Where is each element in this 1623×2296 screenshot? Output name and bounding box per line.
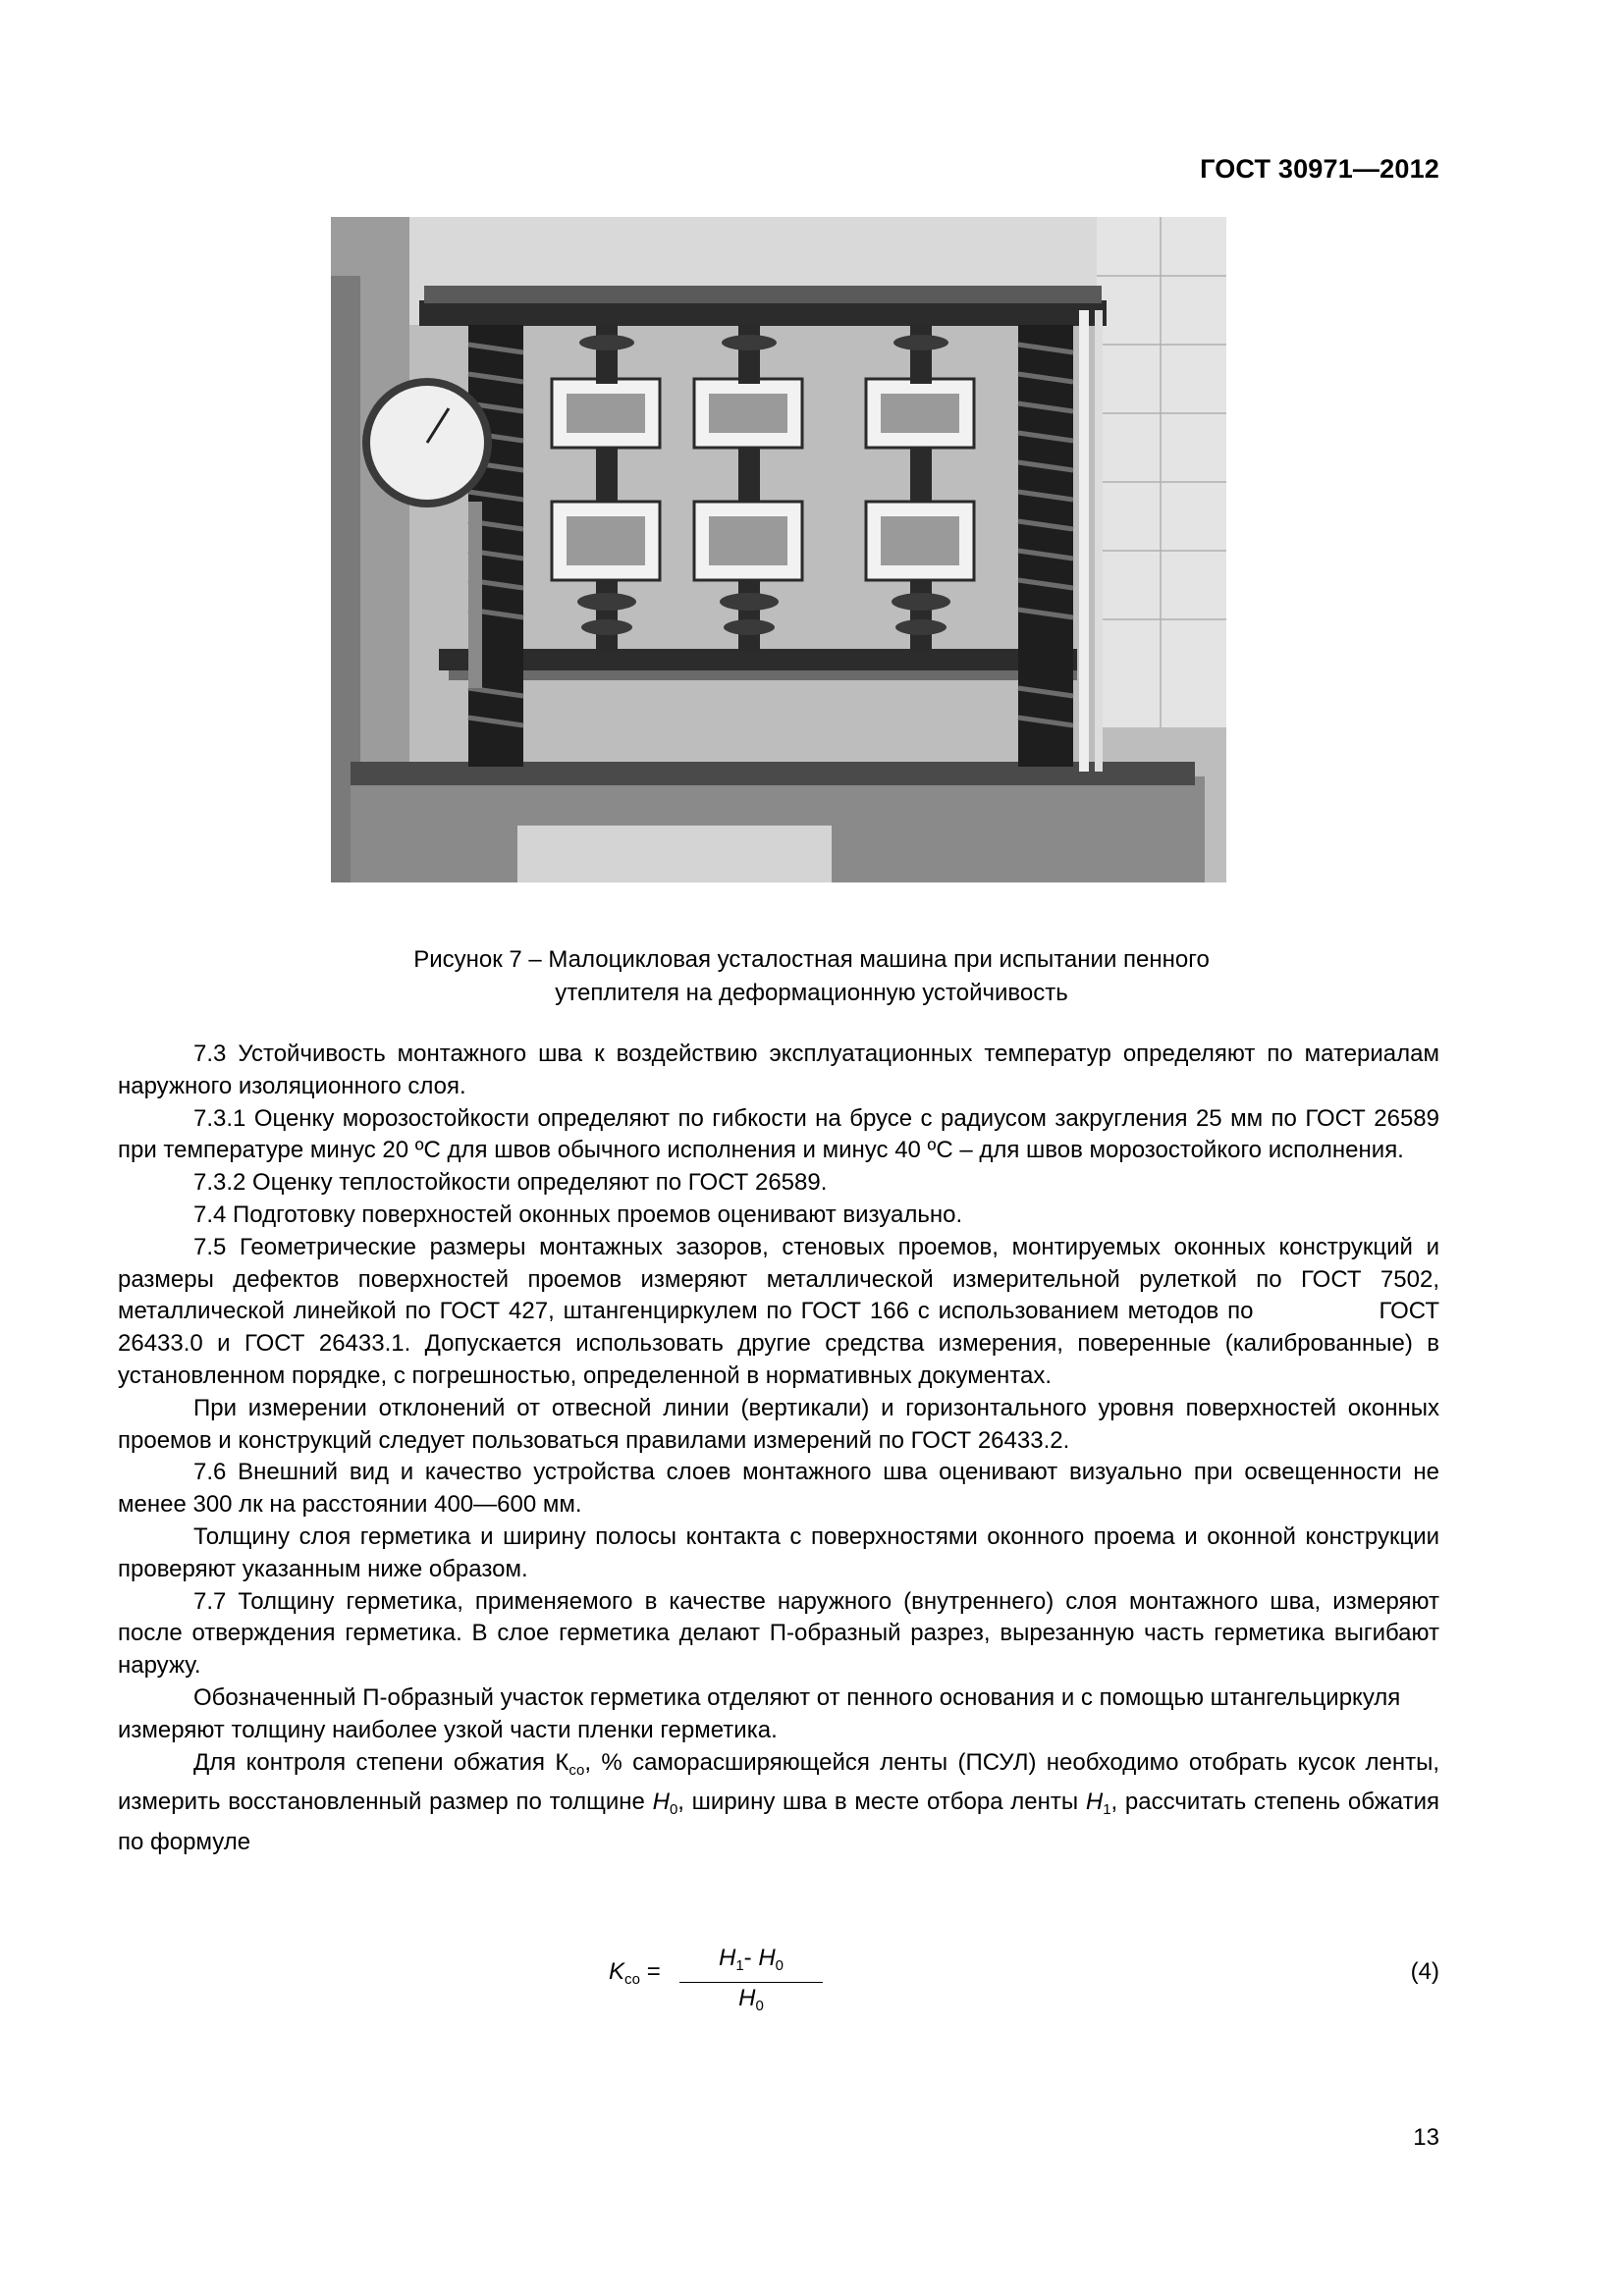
paragraph-compression [118,1747,1439,1859]
formula-fraction [679,1945,823,2020]
denominator [679,1985,823,2020]
paragraph: Толщину слоя герметика и ширину полосы контакта с поверхностями оконного проема и оконной конструкции проверяют указанным ниже образом. [118,1522,1439,1582]
subscript: со [568,1761,585,1779]
formula-var-h: H [718,1945,736,1971]
document-code: ГОСТ 30971—2012 [1200,154,1439,184]
variable-h: H [652,1789,670,1816]
paragraph-part: , ширину шва в месте отбора ленты [677,1789,1086,1816]
equals-sign: = [646,1958,661,1985]
paragraph-part: , рассчитать степень обжатия по формуле [118,1789,1439,1856]
formula [0,1945,1623,2013]
formula-var-k: K [609,1958,625,1985]
formula-var-h: H [758,1945,776,1971]
subscript: 0 [755,1998,764,2014]
paragraph-part: , % саморасширяющейся ленты (ПСУЛ) необходимо отобрать кусок ленты, измерить восстановленный размер по толщине [118,1748,1439,1816]
subscript: 0 [775,1957,784,1974]
formula-number: (4) [1410,1958,1439,1985]
paragraph: 7.3 Устойчивость монтажного шва к воздействию эксплуатационных температур определяют по материалам наружного изоляционного слоя. [118,1041,1439,1099]
paragraph-7-5 [118,1232,1439,1393]
paragraph: 7.3.1 Оценку морозостойкости определяют по гибкости на брусе с радиусом закругления 25 мм по ГОСТ 26589 при температуре минус 20 ºС для швов обычного исполнения и минус 40 ºС – для швов морозостойкого исполнения. [118,1104,1439,1164]
variable-h: H [1085,1789,1104,1816]
paragraph-part: 7.5 Геометрические размеры монтажных зазоров, стеновых проемов, монтируемых оконных конструкций и размеры дефектов поверхностей проемов измеряют металлической измерительной рулеткой по ГОСТ 7502, металлической линейкой по ГОСТ 427, штангенциркулем по ГОСТ 166 с использованием методов по [118,1233,1439,1325]
subscript: 1 [735,1957,744,1974]
paragraph: 7.3.2 Оценку теплостойкости определяют по ГОСТ 26589. [193,1169,828,1197]
fatigue-machine-photo [331,217,1226,882]
numerator [679,1945,823,1980]
caption-line-2: утеплителя на деформационную устойчивость [555,980,1068,1006]
paragraph-part: ГОСТ 26433.0 и ГОСТ 26433.1. Допускается использовать другие средства измерения, поверенные (калиброванные) в установленном порядке, с погрешностью, определенной в нормативных документах. [118,1298,1439,1389]
formula-var-h: H [738,1985,756,2011]
figure-caption [196,943,1427,1010]
paragraph: 7.7 Толщину герметика, применяемого в качестве наружного (внутреннего) слоя монтажного шва, измеряют после отверждения герметика. В слое герметика делают П-образный разрез, вырезанную часть герметика выгибают наружу. [118,1587,1439,1680]
subscript: со [624,1971,641,1988]
paragraph: При измерении отклонений от отвесной линии (вертикали) и горизонтального уровня поверхностей оконных проемов и конструкций следует пользоваться правилами измерений по ГОСТ 26433.2. [118,1394,1439,1454]
paragraph-part: Для контроля степени обжатия К [193,1748,569,1776]
subscript: 0 [669,1801,678,1819]
caption-line-1: Рисунок 7 – Малоцикловая усталостная машина при испытании пенного [413,946,1210,973]
subscript: 1 [1103,1801,1111,1819]
figure-photo [331,217,1226,882]
formula-lhs [609,1958,661,1988]
paragraph: Обозначенный П-образный участок герметика отделяют от пенного основания и с помощью штангельциркуля измеряют толщину наиболее узкой части пленки герметика. [118,1683,1401,1743]
minus-sign: - [743,1945,759,1971]
paragraph: 7.4 Подготовку поверхностей оконных проемов оценивают визуально. [193,1201,963,1228]
body-text [118,1039,1439,1859]
fraction-line [679,1982,823,1983]
page-number: 13 [1413,2124,1439,2151]
paragraph: 7.6 Внешний вид и качество устройства слоев монтажного шва оценивают визуально при освещенности не менее 300 лк на расстоянии 400—600 мм. [118,1459,1439,1519]
